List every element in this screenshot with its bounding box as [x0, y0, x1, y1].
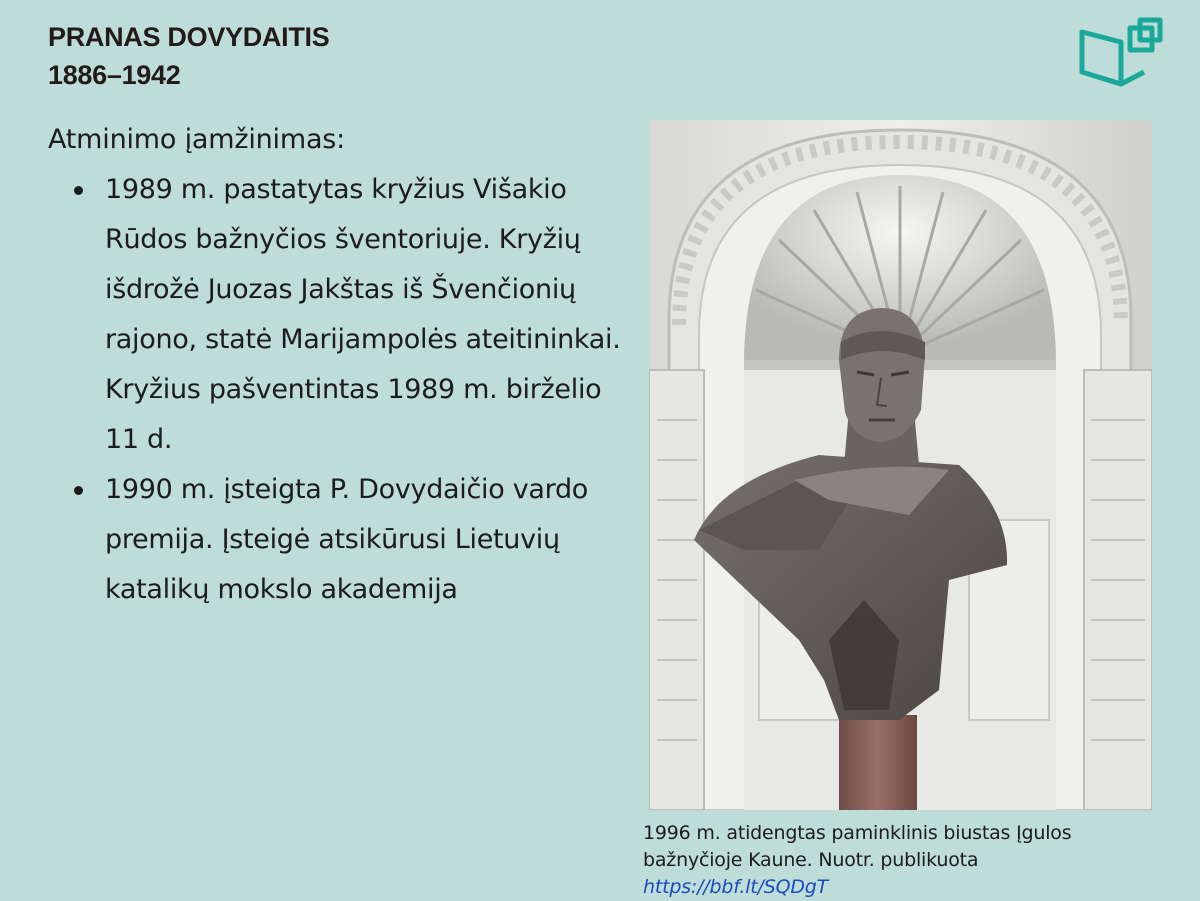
bullet-list: [48, 165, 638, 615]
photo-caption: [643, 820, 1163, 901]
source-link[interactable]: https://bbf.lt/SQDgT: [643, 876, 829, 898]
bullet-icon: [74, 186, 83, 195]
person-name: PRANAS DOVYDAITIS: [48, 22, 330, 52]
page-header: [48, 18, 329, 94]
caption-text: 1996 m. atidengtas paminklinis biustas Įgulos bažnyčioje Kaune. Nuotr. publikuota: [643, 822, 1072, 871]
list-item-text: 1989 m. pastatytas kryžius Višakio Rūdos bažnyčios šventoriuje. Kryžių išdrožė Juozas Jakštas iš Švenčionių rajono, statė Marijampolės ateitininkai. Kryžius pašventintas 1989 m. birželio 11 d.: [105, 174, 621, 455]
list-item-text: 1990 m. įsteigta P. Dovydaičio vardo premija. Įsteigė atsikūrusi Lietuvių katalikų mokslo akademija: [105, 474, 589, 605]
bullet-icon: [74, 486, 83, 495]
section-intro: Atminimo įamžinimas:: [48, 124, 346, 155]
bust-sculpture-photo: [649, 120, 1152, 810]
open-book-windows-logo-icon: [1078, 16, 1164, 88]
list-item: [48, 165, 638, 465]
person-years: 1886–1942: [48, 60, 181, 90]
main-content: [48, 115, 638, 615]
list-item: [48, 465, 638, 615]
